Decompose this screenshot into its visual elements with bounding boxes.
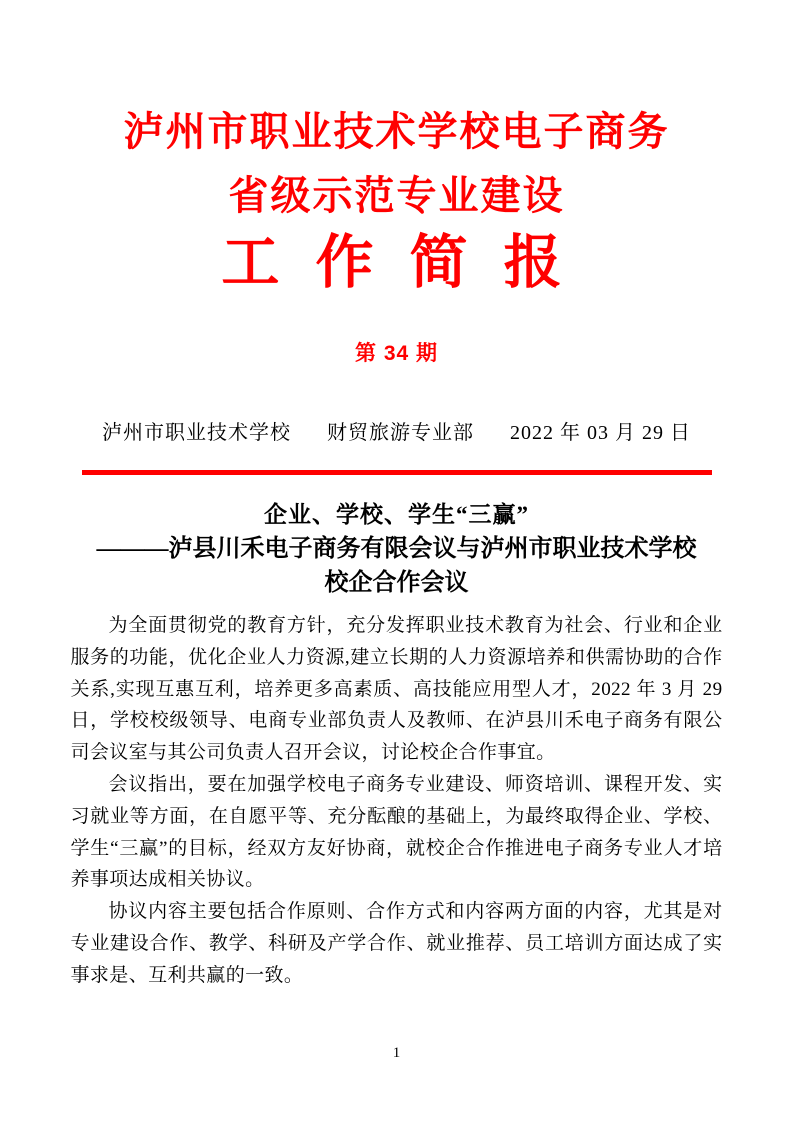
article-body <box>71 610 723 992</box>
masthead-title-line1: 泸州市职业技术学校电子商务 <box>123 110 670 154</box>
body-paragraph-2: 会议指出，要在加强学校电子商务专业建设、师资培训、课程开发、实习就业等方面，在自愿平等、充分酝酿的基础上，为最终取得企业、学校、学生“三赢”的目标，经双方友好协商，就校企合作推进电子商务专业人才培养事项达成相关协议。 <box>70 773 723 891</box>
article <box>0 498 793 992</box>
article-title-line1: 企业、学校、学生“三赢” <box>264 502 529 527</box>
article-title-line3: 校企合作会议 <box>324 570 469 596</box>
info-organization: 泸州市职业技术学校 <box>102 422 291 444</box>
masthead <box>0 0 793 368</box>
info-date: 2022 年 03 月 29 日 <box>510 422 691 444</box>
info-department: 财贸旅游专业部 <box>327 422 474 444</box>
page-footer <box>0 1045 793 1062</box>
body-paragraph-1: 为全面贯彻党的教育方针，充分发挥职业技术教育为社会、行业和企业服务的功能，优化企业人力资源,建立长期的人力资源培养和供需协助的合作关系,实现互惠互利，培养更多高素质、高技能应用型人才，2022 年 3 月 29 日，学校校级领导、电商专业部负责人及教师、在泸县川禾电子商务有限公司会议室与其公司负责人召开会议，讨论校企合作事宜。 <box>70 615 723 764</box>
page-number: 1 <box>392 1045 401 1061</box>
masthead-title-line2: 省级示范专业建设 <box>228 174 565 218</box>
issue-number: 第 34 期 <box>354 342 439 365</box>
info-bar <box>0 418 793 448</box>
masthead-banner: 工 作 简 报 <box>221 230 572 295</box>
body-paragraph-3: 协议内容主要包括合作原则、合作方式和内容两方面的内容，尤其是对专业建设合作、教学、科研及产学合作、就业推荐、员工培训方面达成了实事求是、互利共赢的一致。 <box>70 901 723 986</box>
article-title-line2: ———泸县川禾电子商务有限会议与泸州市职业技术学校 <box>96 536 697 562</box>
masthead-divider <box>82 470 712 475</box>
